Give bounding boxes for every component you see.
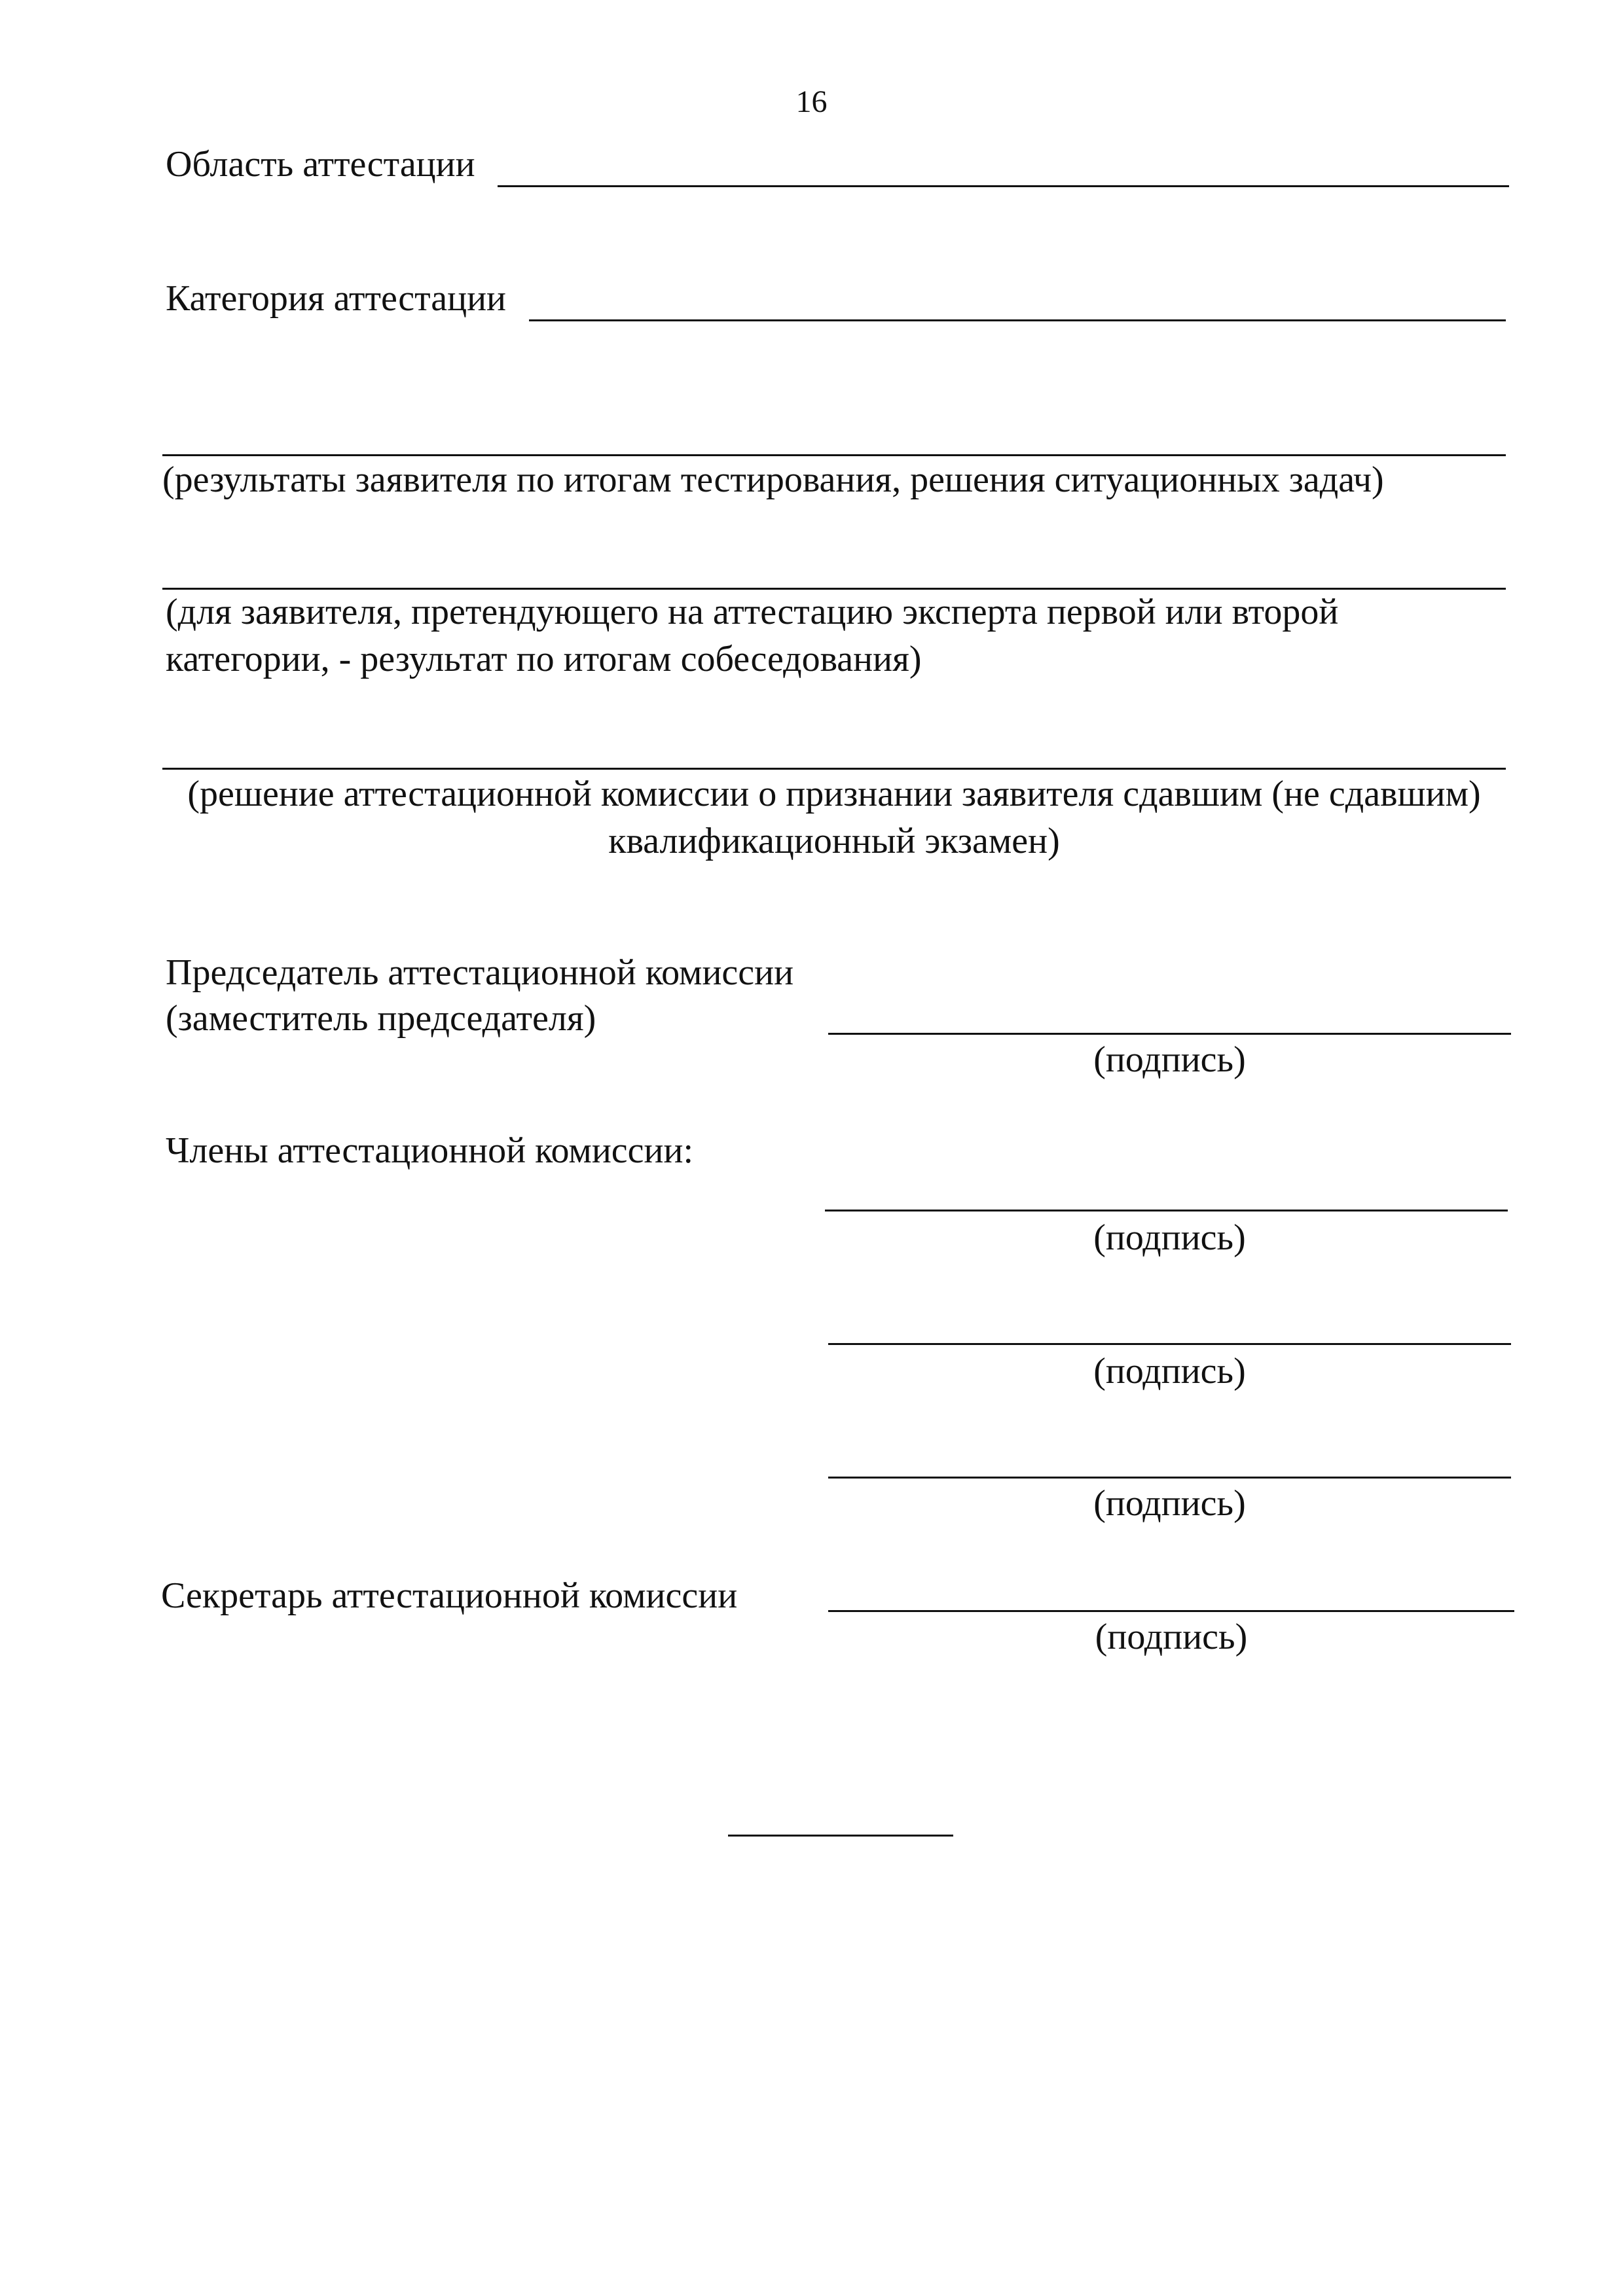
interview-line[interactable] xyxy=(162,588,1506,590)
end-separator xyxy=(728,1835,953,1837)
page-number: 16 xyxy=(795,84,828,119)
area-label: Область аттестации xyxy=(166,144,475,185)
member-2-signature-caption: (подпись) xyxy=(1093,1351,1246,1391)
secretary-signature-caption: (подпись) xyxy=(1095,1617,1248,1657)
test-results-caption: (результаты заявителя по итогам тестирования, решения ситуационных задач) xyxy=(162,459,1384,500)
member-2-signature-line[interactable] xyxy=(828,1343,1511,1345)
decision-caption-line1: (решение аттестационной комиссии о признании заявителя сдавшим (не сдавшим) xyxy=(187,774,1481,814)
chairman-signature-caption: (подпись) xyxy=(1093,1039,1246,1080)
secretary-signature-line[interactable] xyxy=(828,1610,1514,1612)
member-3-signature-line[interactable] xyxy=(828,1477,1511,1479)
member-3-signature-caption: (подпись) xyxy=(1093,1483,1246,1524)
member-1-signature-caption: (подпись) xyxy=(1093,1217,1246,1258)
interview-caption-line1: (для заявителя, претендующего на аттестацию эксперта первой или второй xyxy=(166,592,1339,632)
decision-line[interactable] xyxy=(162,768,1506,770)
chairman-signature-line[interactable] xyxy=(828,1033,1511,1035)
category-label: Категория аттестации xyxy=(166,278,507,319)
interview-caption-line2: категории, - результат по итогам собеседования) xyxy=(166,639,922,679)
category-input-line[interactable] xyxy=(529,319,1506,321)
members-label: Члены аттестационной комиссии: xyxy=(166,1130,694,1171)
secretary-label: Секретарь аттестационной комиссии xyxy=(161,1575,738,1616)
chairman-label-line1: Председатель аттестационной комиссии xyxy=(166,952,794,993)
area-input-line[interactable] xyxy=(498,185,1509,187)
decision-caption-line2: квалификационный экзамен) xyxy=(608,821,1060,861)
test-results-line[interactable] xyxy=(162,454,1506,456)
member-1-signature-line[interactable] xyxy=(825,1210,1508,1211)
chairman-label-line2: (заместитель председателя) xyxy=(166,998,596,1039)
